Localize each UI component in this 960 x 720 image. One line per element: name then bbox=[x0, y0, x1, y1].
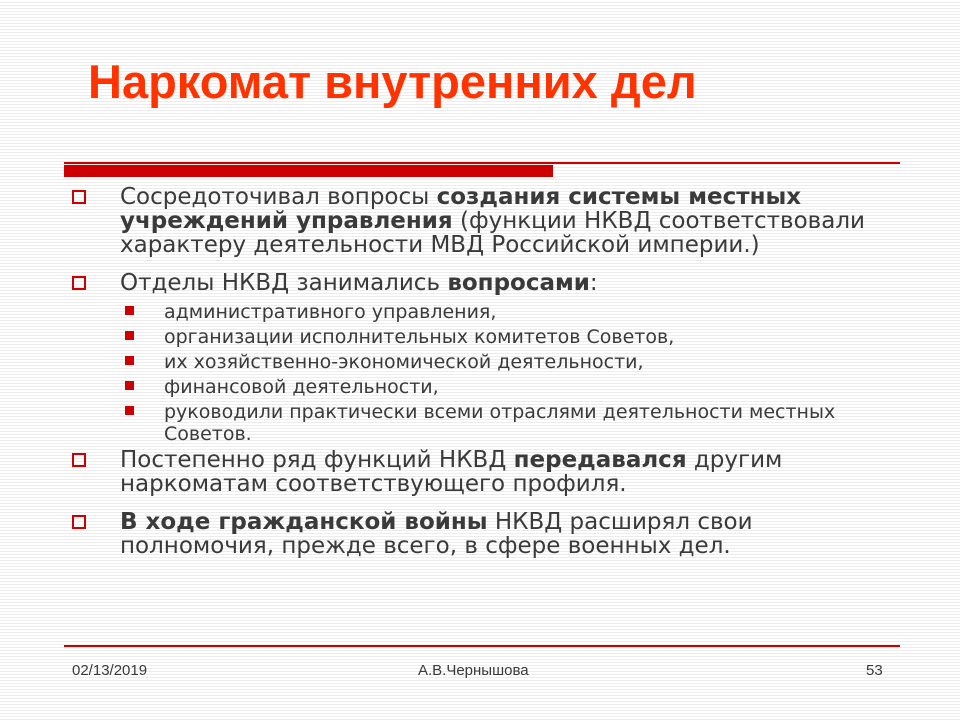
hollow-square-bullet-icon bbox=[72, 515, 86, 529]
footer-divider bbox=[64, 645, 900, 647]
page-number: 53 bbox=[866, 662, 883, 679]
hollow-square-bullet-icon bbox=[72, 453, 86, 467]
title-divider-thick bbox=[64, 165, 553, 177]
hollow-square-bullet-icon bbox=[72, 276, 86, 290]
bullet-text: другим наркоматам соответствующего профиля. bbox=[120, 447, 783, 497]
bullet-text: (функции НКВД соответствовали характеру деятельности МВД Российской империи.) bbox=[120, 208, 865, 258]
sub-bullet-text: организации исполнительных комитетов Советов, bbox=[164, 326, 675, 348]
filled-square-bullet-icon bbox=[125, 331, 134, 340]
sub-bullet-text: руководили практически всеми отраслями деятельности местных Советов. bbox=[164, 401, 836, 445]
bullet-text: Постепенно ряд функций НКВД bbox=[120, 447, 514, 473]
bullet-text-bold: В ходе гражданской войны bbox=[120, 509, 488, 535]
sub-bullet-text: финансовой деятельности, bbox=[164, 376, 439, 398]
bullet-item bbox=[68, 510, 868, 558]
filled-square-bullet-icon bbox=[125, 406, 134, 415]
bullet-text-bold: вопросами bbox=[447, 270, 590, 296]
bullet-item bbox=[68, 271, 868, 295]
bullet-text: НКВД расширял свои полномочия, прежде всего, в сфере военных дел. bbox=[120, 509, 753, 559]
bullet-item bbox=[68, 448, 868, 496]
sub-bullet-item bbox=[68, 301, 868, 323]
bullet-item bbox=[68, 185, 868, 257]
title-divider-thin bbox=[64, 162, 900, 164]
footer-date: 02/13/2019 bbox=[72, 662, 148, 679]
filled-square-bullet-icon bbox=[125, 356, 134, 365]
sub-bullet-item bbox=[68, 376, 868, 398]
filled-square-bullet-icon bbox=[125, 306, 134, 315]
sub-bullet-item bbox=[68, 401, 868, 445]
sub-bullet-text: их хозяйственно-экономической деятельности, bbox=[164, 351, 644, 373]
sub-bullet-list bbox=[68, 301, 868, 445]
bullet-text: : bbox=[589, 270, 598, 296]
hollow-square-bullet-icon bbox=[72, 190, 86, 204]
sub-bullet-text: административного управления, bbox=[164, 301, 497, 323]
bullet-text-bold: создания системы местных учреждений управления bbox=[120, 184, 802, 234]
slide-title: Наркомат внутренних дел bbox=[88, 55, 697, 108]
footer-author: А.В.Чернышова bbox=[418, 662, 529, 679]
bullet-text: Сосредоточивал вопросы bbox=[120, 184, 437, 210]
bullet-text: Отделы НКВД занимались bbox=[120, 270, 448, 296]
bullet-list bbox=[68, 185, 868, 558]
sub-bullet-item bbox=[68, 326, 868, 348]
sub-bullet-item bbox=[68, 351, 868, 373]
bullet-text-bold: передавался bbox=[513, 447, 687, 473]
filled-square-bullet-icon bbox=[125, 381, 134, 390]
